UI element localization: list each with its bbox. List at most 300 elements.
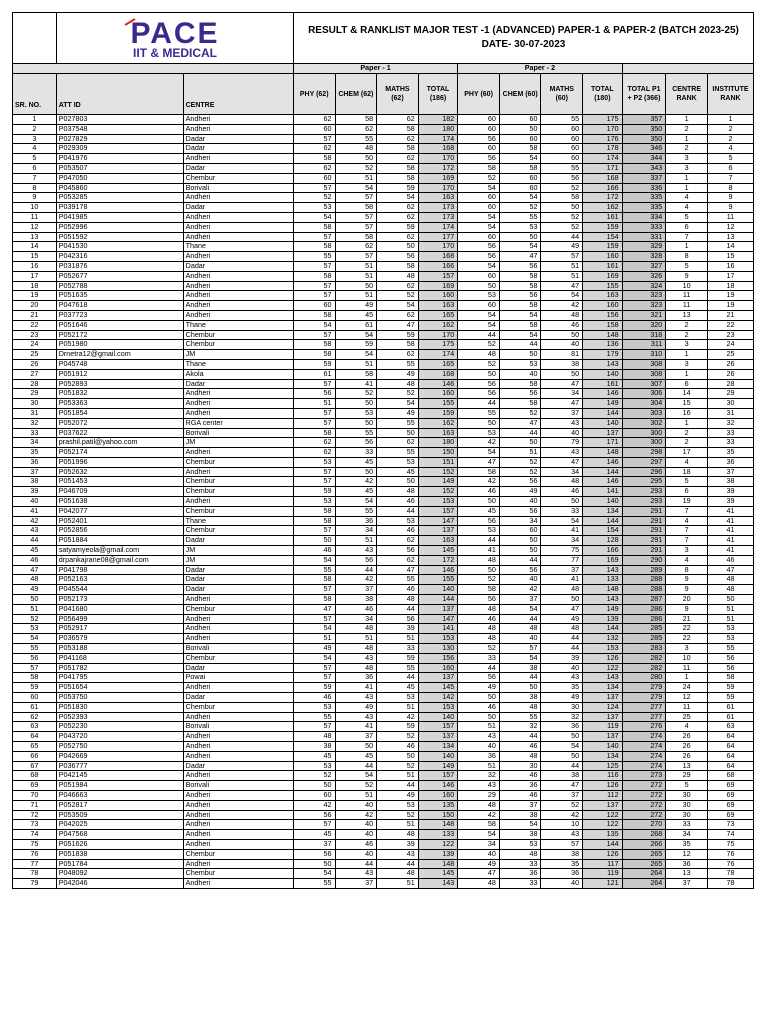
cell-p2-total: 133	[583, 575, 623, 585]
cell-sr: 48	[13, 575, 57, 585]
cell-sr: 61	[13, 702, 57, 712]
cell-grand-total: 291	[622, 546, 666, 556]
cell-p1-phy: 57	[293, 291, 335, 301]
cell-p2-total: 155	[583, 281, 623, 291]
cell-p2-total: 137	[583, 693, 623, 703]
cell-centre: Borivali	[183, 428, 293, 438]
cell-p1-chem: 38	[335, 595, 377, 605]
cell-institute-rank: 9	[707, 203, 753, 213]
table-row	[13, 144, 754, 154]
cell-p2-total: 175	[583, 115, 623, 125]
cell-centre: Dadar	[183, 134, 293, 144]
cell-p1-chem: 49	[335, 702, 377, 712]
cell-p2-phy: 52	[458, 340, 500, 350]
cell-p2-maths: 38	[541, 849, 583, 859]
cell-p2-total: 160	[583, 301, 623, 311]
cell-p1-maths: 58	[377, 261, 419, 271]
cell-p1-phy: 61	[293, 369, 335, 379]
cell-att-id: P051626	[56, 839, 183, 849]
table-row	[13, 810, 754, 820]
table-row	[13, 438, 754, 448]
cell-p1-total: 151	[418, 457, 458, 467]
cell-p1-maths: 59	[377, 722, 419, 732]
cell-p1-total: 137	[418, 526, 458, 536]
cell-att-id: P046709	[56, 487, 183, 497]
cell-centre-rank: 6	[666, 379, 708, 389]
cell-p2-chem: 55	[499, 712, 541, 722]
cell-p2-chem: 38	[499, 810, 541, 820]
cell-sr: 65	[13, 742, 57, 752]
cell-p1-chem: 40	[335, 820, 377, 830]
cell-att-id: P041798	[56, 565, 183, 575]
cell-p1-maths: 46	[377, 497, 419, 507]
table-row	[13, 418, 754, 428]
table-row	[13, 330, 754, 340]
cell-institute-rank: 39	[707, 497, 753, 507]
cell-att-id: P052893	[56, 379, 183, 389]
cell-institute-rank: 41	[707, 536, 753, 546]
cell-p2-total: 122	[583, 820, 623, 830]
cell-p2-chem: 56	[499, 261, 541, 271]
cell-att-id: P037723	[56, 310, 183, 320]
cell-p2-maths: 77	[541, 555, 583, 565]
cell-att-id: P047568	[56, 830, 183, 840]
cell-p1-chem: 40	[335, 800, 377, 810]
cell-p1-maths: 56	[377, 252, 419, 262]
cell-p1-total: 152	[418, 487, 458, 497]
cell-centre-rank: 1	[666, 350, 708, 360]
cell-p2-total: 161	[583, 379, 623, 389]
cell-p1-total: 140	[418, 712, 458, 722]
cell-sr: 44	[13, 536, 57, 546]
cell-p2-chem: 56	[499, 389, 541, 399]
cell-grand-total: 272	[622, 800, 666, 810]
cell-institute-rank: 59	[707, 693, 753, 703]
cell-institute-rank: 23	[707, 330, 753, 340]
cell-p1-chem: 54	[335, 183, 377, 193]
cell-p1-chem: 48	[335, 663, 377, 673]
cell-centre-rank: 5	[666, 261, 708, 271]
cell-p1-total: 182	[418, 115, 458, 125]
cell-institute-rank: 5	[707, 154, 753, 164]
table-row	[13, 575, 754, 585]
cell-p2-chem: 54	[499, 820, 541, 830]
cell-p2-maths: 50	[541, 203, 583, 213]
cell-p2-chem: 49	[499, 487, 541, 497]
logo-subtitle: IIT & MEDICAL	[132, 46, 217, 60]
cell-p2-phy: 48	[458, 634, 500, 644]
cell-p2-total: 137	[583, 800, 623, 810]
cell-p2-chem: 40	[499, 369, 541, 379]
cell-p2-total: 178	[583, 144, 623, 154]
cell-p2-maths: 60	[541, 124, 583, 134]
cell-grand-total: 285	[622, 634, 666, 644]
cell-p1-chem: 40	[335, 830, 377, 840]
cell-centre: Chembur	[183, 330, 293, 340]
cell-centre-rank: 2	[666, 428, 708, 438]
cell-p1-total: 146	[418, 781, 458, 791]
table-row	[13, 732, 754, 742]
table-row	[13, 134, 754, 144]
cell-p1-total: 144	[418, 595, 458, 605]
cell-p1-chem: 46	[335, 604, 377, 614]
cell-p1-chem: 43	[335, 712, 377, 722]
cell-centre-rank: 13	[666, 869, 708, 879]
cell-p2-phy: 56	[458, 595, 500, 605]
cell-p1-chem: 33	[335, 448, 377, 458]
cell-p1-chem: 36	[335, 516, 377, 526]
cell-grand-total: 265	[622, 859, 666, 869]
cell-centre: Andheri	[183, 790, 293, 800]
cell-p1-total: 145	[418, 869, 458, 879]
cell-p1-phy: 58	[293, 516, 335, 526]
cell-centre-rank: 25	[666, 712, 708, 722]
cell-p2-total: 121	[583, 879, 623, 889]
cell-centre-rank: 26	[666, 751, 708, 761]
cell-p1-chem: 41	[335, 683, 377, 693]
cell-att-id: P042025	[56, 820, 183, 830]
cell-grand-total: 286	[622, 614, 666, 624]
cell-p1-phy: 54	[293, 624, 335, 634]
table-row	[13, 663, 754, 673]
cell-institute-rank: 55	[707, 644, 753, 654]
cell-p2-chem: 58	[499, 144, 541, 154]
cell-sr: 46	[13, 555, 57, 565]
cell-centre-rank: 9	[666, 585, 708, 595]
cell-p2-phy: 60	[458, 232, 500, 242]
cell-p2-total: 159	[583, 222, 623, 232]
cell-p2-maths: 37	[541, 408, 583, 418]
cell-att-id: P051635	[56, 291, 183, 301]
table-row	[13, 379, 754, 389]
cell-institute-rank: 76	[707, 859, 753, 869]
cell-centre-rank: 26	[666, 732, 708, 742]
cell-p1-total: 174	[418, 350, 458, 360]
cell-p1-total: 160	[418, 291, 458, 301]
cell-p2-chem: 33	[499, 859, 541, 869]
cell-p2-phy: 32	[458, 771, 500, 781]
cell-att-id: P051654	[56, 683, 183, 693]
cell-sr: 2	[13, 124, 57, 134]
cell-p1-phy: 51	[293, 634, 335, 644]
cell-att-id: P051912	[56, 369, 183, 379]
cell-p1-phy: 57	[293, 526, 335, 536]
cell-centre: Andheri	[183, 712, 293, 722]
cell-p1-maths: 55	[377, 575, 419, 585]
cell-centre: Andheri	[183, 310, 293, 320]
cell-p1-phy: 58	[293, 575, 335, 585]
cell-p2-phy: 50	[458, 693, 500, 703]
cell-p1-total: 149	[418, 477, 458, 487]
cell-p2-chem: 44	[499, 340, 541, 350]
cell-p1-chem: 43	[335, 653, 377, 663]
table-row	[13, 673, 754, 683]
cell-p2-chem: 54	[499, 242, 541, 252]
cell-p2-maths: 38	[541, 771, 583, 781]
cell-sr: 62	[13, 712, 57, 722]
cell-sr: 23	[13, 330, 57, 340]
table-row	[13, 516, 754, 526]
cell-att-id: P029309	[56, 144, 183, 154]
cell-p1-chem: 54	[335, 350, 377, 360]
cell-p1-maths: 59	[377, 183, 419, 193]
cell-grand-total: 293	[622, 487, 666, 497]
cell-p1-chem: 62	[335, 242, 377, 252]
cell-p2-total: 122	[583, 663, 623, 673]
cell-p1-chem: 43	[335, 693, 377, 703]
cell-p2-phy: 60	[458, 115, 500, 125]
cell-p2-chem: 52	[499, 203, 541, 213]
cell-p1-maths: 53	[377, 800, 419, 810]
cell-p2-total: 166	[583, 183, 623, 193]
cell-p1-phy: 56	[293, 389, 335, 399]
table-row	[13, 722, 754, 732]
cell-p1-total: 170	[418, 330, 458, 340]
cell-p2-maths: 47	[541, 281, 583, 291]
table-row	[13, 702, 754, 712]
cell-centre-rank: 8	[666, 252, 708, 262]
cell-centre-rank: 1	[666, 369, 708, 379]
cell-centre: Andheri	[183, 271, 293, 281]
cell-p1-chem: 56	[335, 438, 377, 448]
cell-p2-chem: 50	[499, 350, 541, 360]
cell-p2-maths: 47	[541, 379, 583, 389]
cell-grand-total: 291	[622, 506, 666, 516]
cell-p2-maths: 44	[541, 232, 583, 242]
table-row	[13, 693, 754, 703]
cell-p2-phy: 49	[458, 859, 500, 869]
cell-p1-phy: 48	[293, 732, 335, 742]
cell-p1-maths: 33	[377, 644, 419, 654]
cell-sr: 56	[13, 653, 57, 663]
cell-grand-total: 304	[622, 399, 666, 409]
cell-att-id: P051782	[56, 663, 183, 673]
cell-centre: Andheri	[183, 839, 293, 849]
cell-p2-maths: 34	[541, 536, 583, 546]
cell-p1-chem: 45	[335, 751, 377, 761]
cell-p1-maths: 52	[377, 732, 419, 742]
cell-sr: 60	[13, 693, 57, 703]
cell-p2-maths: 56	[541, 173, 583, 183]
cell-p2-total: 140	[583, 369, 623, 379]
cell-grand-total: 311	[622, 340, 666, 350]
paper-spacer	[13, 64, 294, 74]
cell-p1-maths: 55	[377, 448, 419, 458]
table-row	[13, 291, 754, 301]
cell-p2-phy: 54	[458, 310, 500, 320]
cell-p1-maths: 62	[377, 438, 419, 448]
cell-att-id: P052172	[56, 330, 183, 340]
cell-att-id: P041985	[56, 212, 183, 222]
cell-p2-maths: 40	[541, 879, 583, 889]
cell-p1-phy: 58	[293, 222, 335, 232]
cell-institute-rank: 33	[707, 428, 753, 438]
cell-centre-rank: 2	[666, 124, 708, 134]
cell-p1-maths: 62	[377, 203, 419, 213]
cell-p2-phy: 51	[458, 722, 500, 732]
cell-p1-maths: 39	[377, 624, 419, 634]
cell-p1-chem: 62	[335, 124, 377, 134]
cell-institute-rank: 2	[707, 124, 753, 134]
cell-grand-total: 264	[622, 869, 666, 879]
cell-p2-total: 143	[583, 673, 623, 683]
cell-p2-chem: 52	[499, 457, 541, 467]
table-row	[13, 546, 754, 556]
cell-centre: Dadar	[183, 693, 293, 703]
cell-att-id: P048092	[56, 869, 183, 879]
table-row	[13, 310, 754, 320]
cell-p2-total: 144	[583, 839, 623, 849]
cell-p2-phy: 56	[458, 154, 500, 164]
cell-p2-chem: 56	[499, 291, 541, 301]
cell-centre: Andheri	[183, 595, 293, 605]
cell-p2-phy: 54	[458, 830, 500, 840]
cell-p1-maths: 51	[377, 879, 419, 889]
table-row	[13, 869, 754, 879]
cell-p2-maths: 51	[541, 271, 583, 281]
cell-p2-chem: 37	[499, 595, 541, 605]
cell-p2-total: 134	[583, 751, 623, 761]
cell-p1-chem: 43	[335, 546, 377, 556]
table-row	[13, 281, 754, 291]
cell-att-id: P043720	[56, 732, 183, 742]
cell-p1-phy: 62	[293, 448, 335, 458]
cell-p1-maths: 44	[377, 506, 419, 516]
cell-p1-phy: 55	[293, 712, 335, 722]
cell-p2-total: 174	[583, 154, 623, 164]
cell-centre: Andheri	[183, 389, 293, 399]
cell-p1-phy: 57	[293, 722, 335, 732]
cell-centre: Andheri	[183, 193, 293, 203]
cell-p1-chem: 46	[335, 839, 377, 849]
cell-p1-total: 170	[418, 242, 458, 252]
cell-p2-chem: 40	[499, 575, 541, 585]
cell-p1-maths: 47	[377, 320, 419, 330]
cell-p2-chem: 46	[499, 742, 541, 752]
cell-institute-rank: 30	[707, 399, 753, 409]
cell-p2-maths: 10	[541, 820, 583, 830]
cell-p2-chem: 34	[499, 516, 541, 526]
cell-institute-rank: 14	[707, 242, 753, 252]
cell-centre: Thane	[183, 516, 293, 526]
cell-p2-phy: 50	[458, 418, 500, 428]
cell-p2-maths: 58	[541, 193, 583, 203]
cell-p1-chem: 52	[335, 389, 377, 399]
cell-p2-total: 148	[583, 585, 623, 595]
cell-p1-chem: 57	[335, 222, 377, 232]
table-row	[13, 124, 754, 134]
cell-p1-total: 147	[418, 516, 458, 526]
cell-p2-maths: 47	[541, 457, 583, 467]
cell-p2-total: 166	[583, 546, 623, 556]
cell-p1-total: 140	[418, 751, 458, 761]
cell-p2-maths: 49	[541, 242, 583, 252]
cell-p1-phy: 57	[293, 261, 335, 271]
cell-p2-maths: 54	[541, 516, 583, 526]
cell-p1-total: 163	[418, 536, 458, 546]
cell-grand-total: 273	[622, 771, 666, 781]
cell-centre-rank: 13	[666, 761, 708, 771]
cell-p1-phy: 58	[293, 242, 335, 252]
cell-centre: Chembur	[183, 653, 293, 663]
cell-att-id: P027803	[56, 115, 183, 125]
cell-p1-chem: 50	[335, 154, 377, 164]
cell-p2-total: 154	[583, 526, 623, 536]
cell-centre: Borivali	[183, 644, 293, 654]
cell-grand-total: 350	[622, 134, 666, 144]
cell-p2-chem: 47	[499, 252, 541, 262]
cell-p1-phy: 57	[293, 281, 335, 291]
cell-att-id: P051838	[56, 849, 183, 859]
cell-p1-chem: 54	[335, 497, 377, 507]
cell-p1-chem: 61	[335, 320, 377, 330]
cell-institute-rank: 61	[707, 712, 753, 722]
cell-centre: Andheri	[183, 732, 293, 742]
cell-p1-maths: 59	[377, 222, 419, 232]
cell-p1-chem: 58	[335, 115, 377, 125]
table-row	[13, 742, 754, 752]
cell-p2-total: 170	[583, 124, 623, 134]
table-row	[13, 879, 754, 889]
cell-centre-rank: 3	[666, 546, 708, 556]
cell-p1-total: 175	[418, 340, 458, 350]
cell-institute-rank: 74	[707, 830, 753, 840]
cell-p2-phy: 58	[458, 467, 500, 477]
cell-p2-total: 146	[583, 477, 623, 487]
cell-centre-rank: 1	[666, 418, 708, 428]
table-row	[13, 408, 754, 418]
cell-institute-rank: 76	[707, 849, 753, 859]
cell-centre-rank: 1	[666, 115, 708, 125]
cell-p1-maths: 45	[377, 467, 419, 477]
cell-p2-maths: 52	[541, 222, 583, 232]
cell-centre-rank: 36	[666, 859, 708, 869]
cell-centre: Andheri	[183, 624, 293, 634]
cell-p2-phy: 56	[458, 673, 500, 683]
cell-p1-total: 133	[418, 830, 458, 840]
cell-sr: 11	[13, 212, 57, 222]
cell-p1-phy: 37	[293, 839, 335, 849]
cell-centre: Andheri	[183, 751, 293, 761]
cell-p2-maths: 36	[541, 869, 583, 879]
cell-grand-total: 336	[622, 183, 666, 193]
cell-p1-phy: 57	[293, 467, 335, 477]
cell-p2-chem: 58	[499, 399, 541, 409]
header-spacer	[13, 13, 57, 64]
cell-p2-chem: 56	[499, 506, 541, 516]
cell-centre: Chembur	[183, 526, 293, 536]
cell-p2-phy: 42	[458, 438, 500, 448]
cell-p1-phy: 53	[293, 761, 335, 771]
cell-p2-maths: 50	[541, 369, 583, 379]
cell-institute-rank: 12	[707, 222, 753, 232]
cell-centre: JM	[183, 438, 293, 448]
cell-grand-total: 303	[622, 408, 666, 418]
cell-att-id: P045544	[56, 585, 183, 595]
cell-att-id: P053509	[56, 810, 183, 820]
cell-p2-phy: 52	[458, 359, 500, 369]
cell-grand-total: 291	[622, 536, 666, 546]
cell-p1-total: 134	[418, 742, 458, 752]
cell-institute-rank: 56	[707, 663, 753, 673]
cell-p1-maths: 45	[377, 683, 419, 693]
cell-att-id: P051646	[56, 320, 183, 330]
cell-p2-total: 116	[583, 771, 623, 781]
cell-sr: 55	[13, 644, 57, 654]
cell-p2-total: 160	[583, 252, 623, 262]
cell-p2-chem: 52	[499, 467, 541, 477]
cell-p2-maths: 35	[541, 683, 583, 693]
